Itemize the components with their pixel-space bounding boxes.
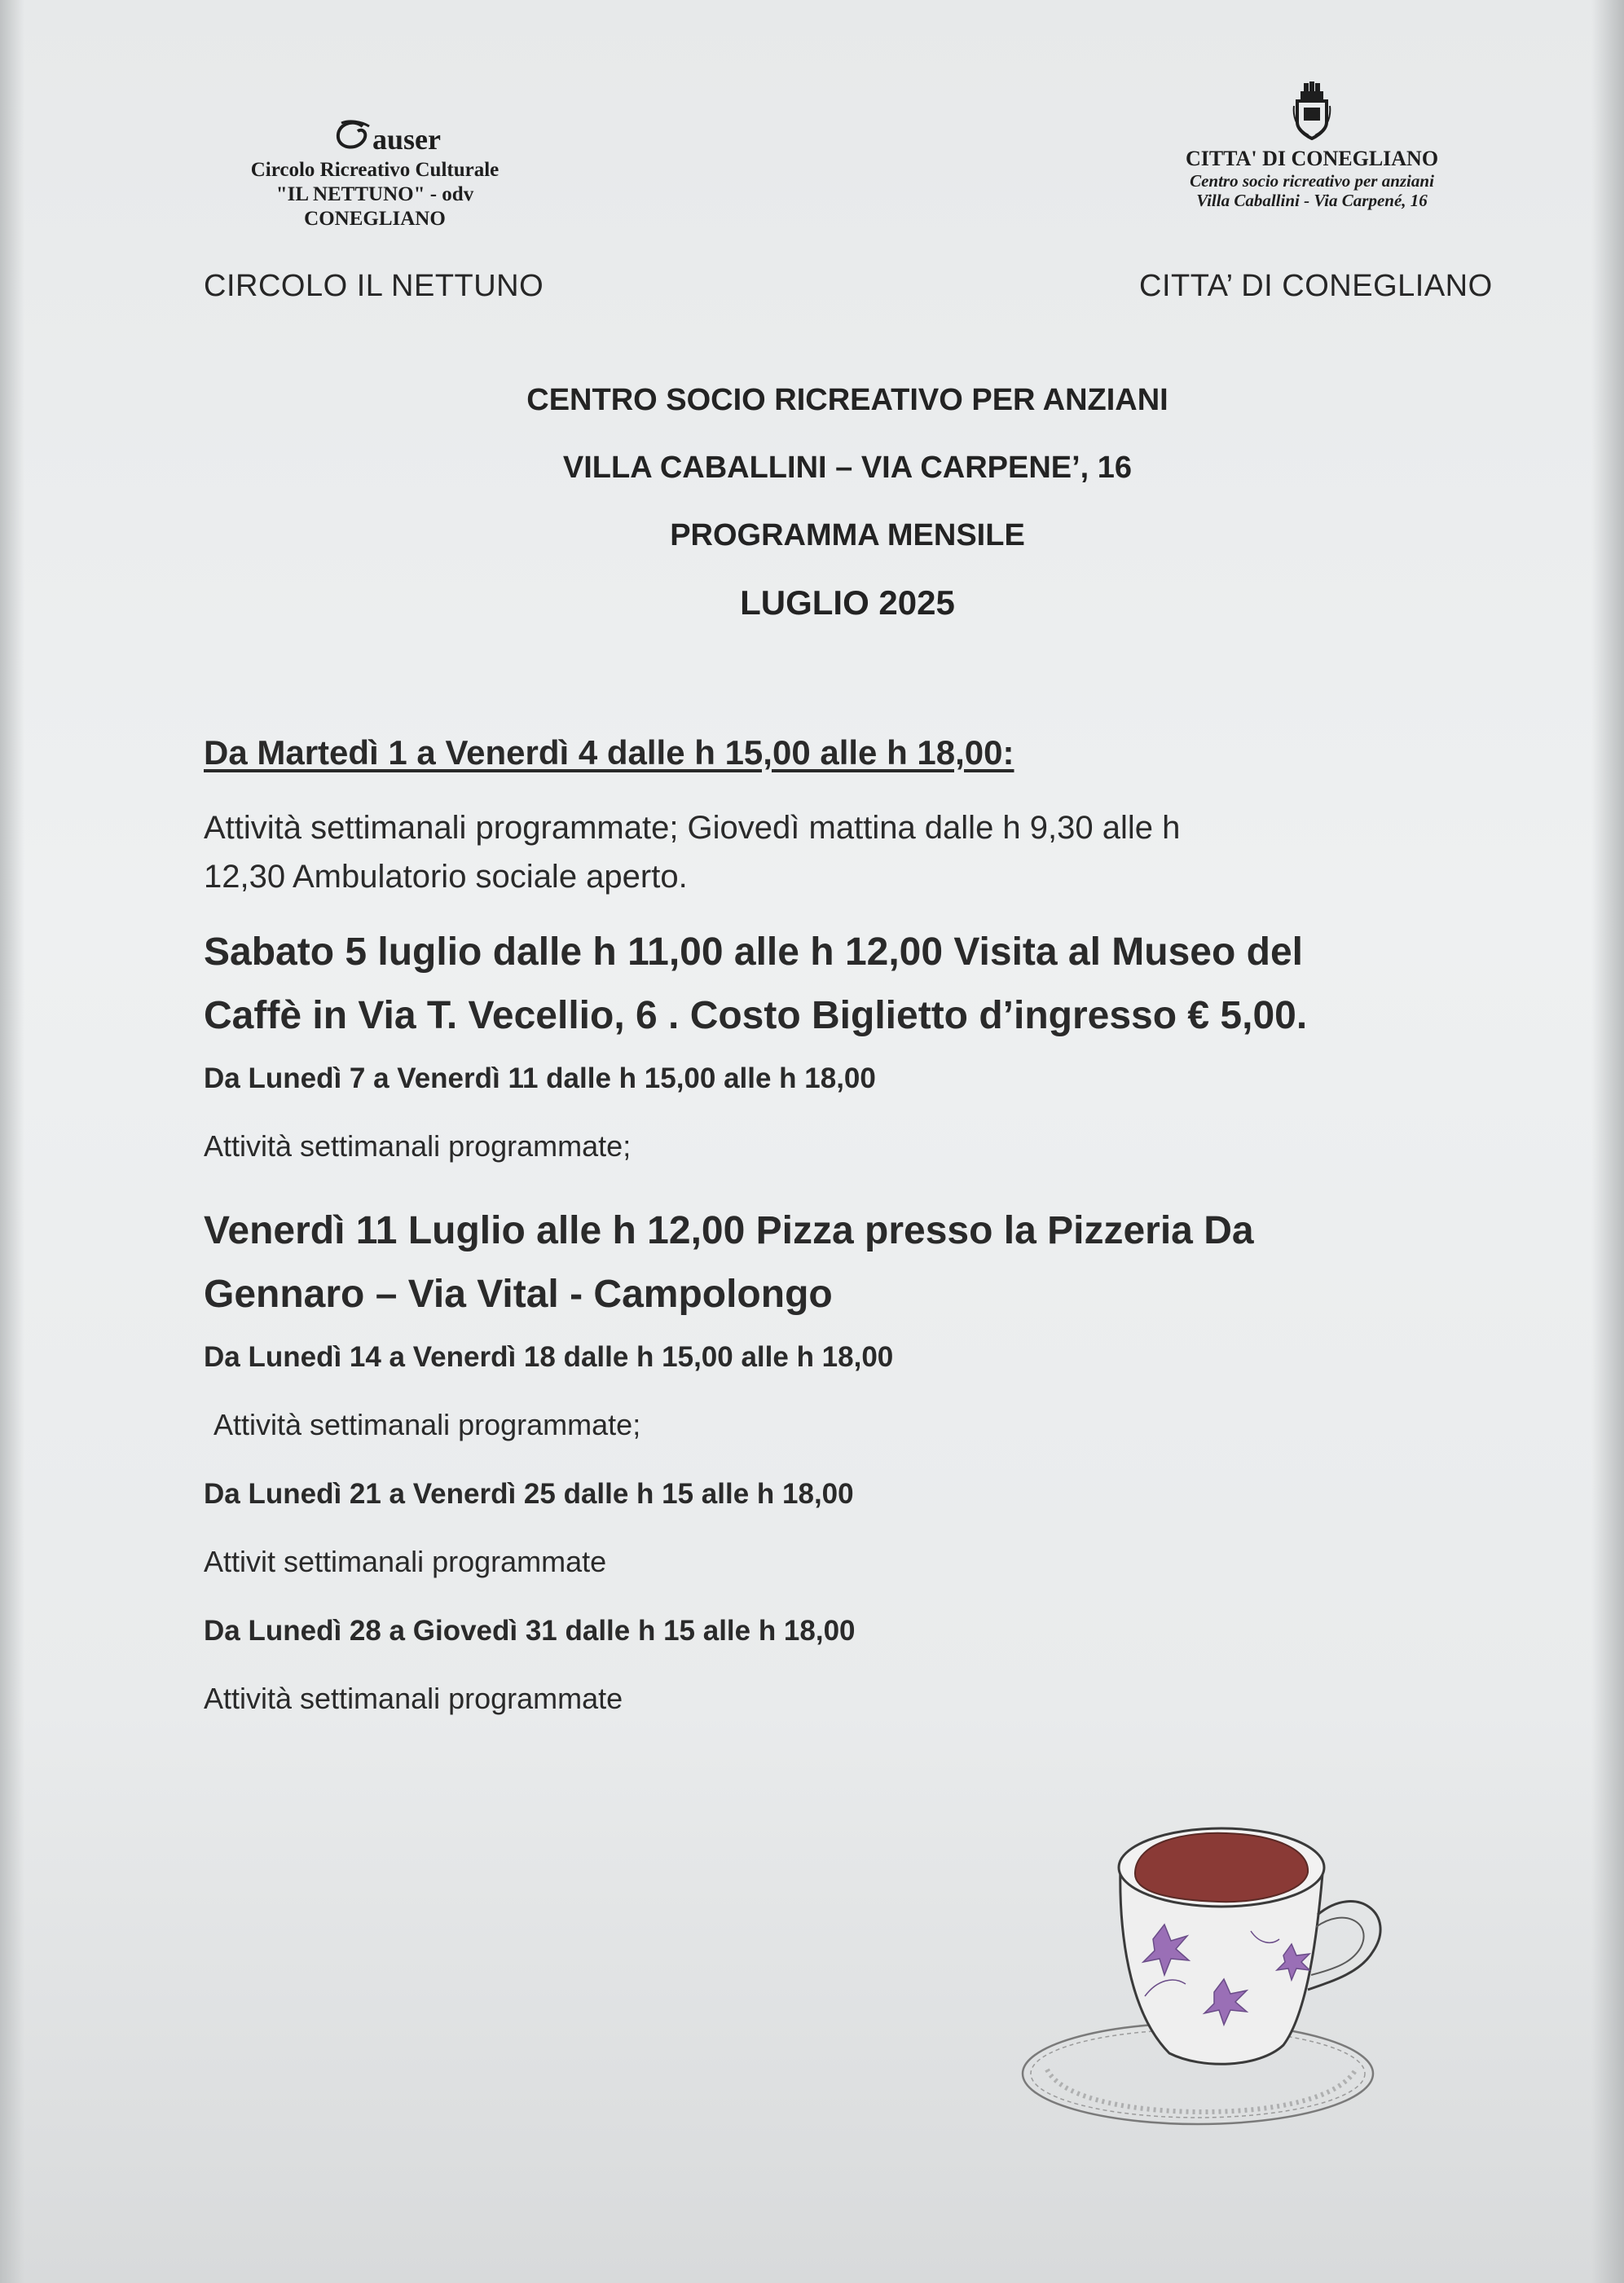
week3-heading: Da Lunedì 14 a Venerdì 18 dalle h 15,00 alle h 18,00 bbox=[204, 1341, 894, 1373]
coffee-fill bbox=[1135, 1833, 1308, 1902]
conegliano-line-1: Centro socio ricreativo per anziani bbox=[1190, 171, 1434, 191]
program-list bbox=[204, 733, 1475, 1752]
title-program: PROGRAMMA MENSILE bbox=[670, 518, 1025, 552]
week5-text: Attività settimanali programmate bbox=[204, 1682, 623, 1715]
week3-text: Attività settimanali programmate; bbox=[213, 1408, 641, 1441]
auser-swirl-icon bbox=[333, 118, 371, 154]
header-left-label: CIRCOLO IL NETTUNO bbox=[204, 269, 544, 303]
title-month: LUGLIO 2025 bbox=[740, 583, 955, 622]
event-museum-line-2: Caffè in Via T. Vecellio, 6 . Costo Biglietto d’ingresso € 5,00. bbox=[204, 994, 1308, 1037]
event-pizza-line-2: Gennaro – Via Vital - Campolongo bbox=[204, 1273, 833, 1316]
auser-line-3: CONEGLIANO bbox=[304, 208, 446, 230]
week2-text: Attività settimanali programmate; bbox=[204, 1129, 632, 1163]
event-museum-line-1: Sabato 5 luglio dalle h 11,00 alle h 12,00 Visita al Museo del bbox=[204, 930, 1303, 974]
week1-text bbox=[204, 803, 1475, 901]
auser-logo bbox=[204, 118, 546, 231]
auser-line-2: "IL NETTUNO" - odv bbox=[275, 183, 474, 205]
event-pizza-line-1: Venerdì 11 Luglio alle h 12,00 Pizza presso la Pizzeria Da bbox=[204, 1209, 1254, 1252]
title-centre: CENTRO SOCIO RICREATIVO PER ANZIANI bbox=[526, 383, 1168, 417]
conegliano-line-2: Villa Caballini - Via Carpené, 16 bbox=[1196, 191, 1428, 210]
city-crest-icon bbox=[1292, 81, 1331, 140]
week4-text: Attivit settimanali programmate bbox=[204, 1545, 607, 1578]
week1-text-line-1: Attività settimanali programmate; Giovedì mattina dalle h 9,30 alle h bbox=[204, 810, 1181, 846]
title-address: VILLA CABALLINI – VIA CARPENE’, 16 bbox=[562, 451, 1133, 485]
conegliano-city-name: CITTA' DI CONEGLIANO bbox=[1185, 147, 1439, 170]
event-pizza bbox=[204, 1199, 1475, 1326]
week4-heading: Da Lunedì 21 a Venerdì 25 dalle h 15 alle h 18,00 bbox=[204, 1478, 854, 1510]
auser-brand bbox=[333, 118, 441, 154]
coffee-cup-drawing-icon bbox=[1014, 1809, 1389, 2135]
week1-heading: Da Martedì 1 a Venerdì 4 dalle h 15,00 alle h 18,00: bbox=[204, 733, 1014, 772]
conegliano-logo bbox=[1124, 81, 1499, 210]
week2-heading: Da Lunedì 7 a Venerdì 11 dalle h 15,00 alle h 18,00 bbox=[204, 1062, 876, 1094]
auser-line-1: Circolo Ricreativo Culturale bbox=[250, 159, 500, 181]
auser-brand-name: auser bbox=[372, 123, 441, 156]
week1-text-line-2: 12,30 Ambulatorio sociale aperto. bbox=[204, 859, 688, 895]
event-museum bbox=[204, 921, 1475, 1048]
week5-heading: Da Lunedì 28 a Giovedì 31 dalle h 15 alle h 18,00 bbox=[204, 1615, 856, 1647]
title-block bbox=[0, 383, 1624, 653]
header-right-label: CITTA’ DI CONEGLIANO bbox=[1139, 269, 1493, 303]
